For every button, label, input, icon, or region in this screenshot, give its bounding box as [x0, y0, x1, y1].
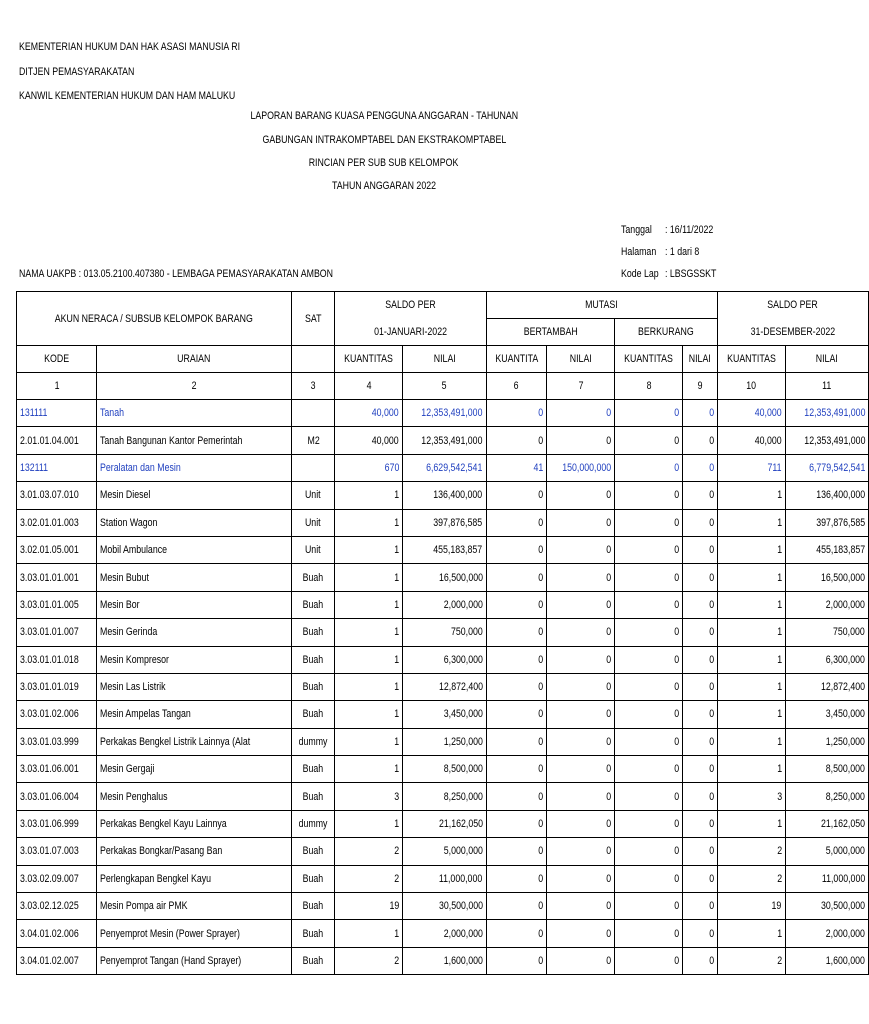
cell-kode: 3.03.01.02.006	[17, 701, 97, 728]
cell-sat	[292, 400, 335, 427]
cell-nilai-bertambah: 0	[547, 646, 615, 673]
cell-nilai-bertambah: 0	[547, 536, 615, 563]
cell-nilai-bertambah: 0	[547, 947, 615, 974]
cell-sat: Buah	[292, 646, 335, 673]
cell-kuantitas-awal: 19	[335, 893, 403, 920]
table-row	[17, 701, 869, 728]
cell-kuantita-bertambah: 0	[486, 728, 547, 755]
cell-kuantitas-berkurang: 0	[615, 454, 683, 481]
cell-kuantitas-akhir: 19	[717, 893, 785, 920]
cell-kuantitas-awal: 2	[335, 838, 403, 865]
cell-kode: 132111	[17, 454, 97, 481]
cell-nilai-bertambah: 0	[547, 810, 615, 837]
cell-nilai-akhir: 16,500,000	[785, 564, 868, 591]
cell-nilai-awal: 12,872,400	[403, 673, 486, 700]
cell-kode: 131111	[17, 400, 97, 427]
cell-nilai-berkurang: 0	[683, 947, 718, 974]
col-head-sat: SAT	[292, 292, 335, 346]
cell-kuantita-bertambah: 0	[486, 838, 547, 865]
cell-nilai-bertambah: 0	[547, 673, 615, 700]
cell-nilai-awal: 5,000,000	[403, 838, 486, 865]
cell-uraian: Tanah	[97, 400, 292, 427]
cell-kuantitas-awal: 1	[335, 509, 403, 536]
cell-nilai-berkurang: 0	[683, 454, 718, 481]
col-head-uraian: URAIAN	[97, 346, 292, 373]
cell-nilai-berkurang: 0	[683, 536, 718, 563]
cell-nilai-berkurang: 0	[683, 509, 718, 536]
cell-kuantitas-awal: 2	[335, 865, 403, 892]
col-head-saldo-akhir-date: 31-DESEMBER-2022	[717, 319, 868, 346]
col-head-nilai-bertambah: NILAI	[547, 346, 615, 373]
cell-uraian: Mesin Bor	[97, 591, 292, 618]
cell-kode: 3.03.01.01.007	[17, 619, 97, 646]
cell-kuantitas-akhir: 2	[717, 838, 785, 865]
cell-kode: 3.03.01.06.999	[17, 810, 97, 837]
cell-kode: 3.01.03.07.010	[17, 482, 97, 509]
cell-kuantitas-berkurang: 0	[615, 838, 683, 865]
cell-nilai-bertambah: 0	[547, 756, 615, 783]
cell-nilai-berkurang: 0	[683, 728, 718, 755]
cell-sat: Buah	[292, 564, 335, 591]
table-row	[17, 838, 869, 865]
cell-kuantitas-berkurang: 0	[615, 783, 683, 810]
cell-nilai-bertambah: 0	[547, 564, 615, 591]
column-number: 3	[292, 373, 335, 400]
cell-kuantitas-awal: 3	[335, 783, 403, 810]
cell-nilai-awal: 136,400,000	[403, 482, 486, 509]
cell-kuantita-bertambah: 0	[486, 865, 547, 892]
table-row	[17, 646, 869, 673]
cell-kuantita-bertambah: 0	[486, 482, 547, 509]
table-row	[17, 673, 869, 700]
cell-nilai-berkurang: 0	[683, 893, 718, 920]
cell-nilai-akhir: 8,500,000	[785, 756, 868, 783]
cell-kuantitas-akhir: 3	[717, 783, 785, 810]
header-row-1	[17, 292, 869, 319]
cell-kuantitas-awal: 40,000	[335, 427, 403, 454]
cell-kode: 3.04.01.02.007	[17, 947, 97, 974]
cell-uraian: Perkakas Bongkar/Pasang Ban	[97, 838, 292, 865]
cell-kuantitas-berkurang: 0	[615, 756, 683, 783]
cell-kuantitas-awal: 1	[335, 920, 403, 947]
table-row	[17, 482, 869, 509]
cell-uraian: Mesin Las Listrik	[97, 673, 292, 700]
meta-page: Halaman : 1 dari 8	[621, 246, 700, 258]
cell-kuantita-bertambah: 0	[486, 756, 547, 783]
cell-nilai-bertambah: 0	[547, 701, 615, 728]
report-title: LAPORAN BARANG KUASA PENGGUNA ANGGARAN - TAHUNAN	[250, 110, 518, 122]
table-row	[17, 564, 869, 591]
cell-kuantitas-berkurang: 0	[615, 619, 683, 646]
cell-nilai-bertambah: 0	[547, 591, 615, 618]
col-head-kuantitas-berkurang: KUANTITAS	[615, 346, 683, 373]
cell-sat: Buah	[292, 947, 335, 974]
cell-uraian: Mesin Penghalus	[97, 783, 292, 810]
cell-uraian: Mesin Ampelas Tangan	[97, 701, 292, 728]
cell-nilai-awal: 8,250,000	[403, 783, 486, 810]
cell-kode: 3.02.01.05.001	[17, 536, 97, 563]
cell-kuantitas-awal: 1	[335, 810, 403, 837]
cell-kuantitas-berkurang: 0	[615, 810, 683, 837]
cell-uraian: Mobil Ambulance	[97, 536, 292, 563]
col-head-kuantitas-awal: KUANTITAS	[335, 346, 403, 373]
cell-nilai-awal: 12,353,491,000	[403, 400, 486, 427]
cell-kuantitas-berkurang: 0	[615, 673, 683, 700]
cell-kuantita-bertambah: 0	[486, 400, 547, 427]
cell-kode: 3.03.01.07.003	[17, 838, 97, 865]
table-row	[17, 509, 869, 536]
cell-nilai-awal: 11,000,000	[403, 865, 486, 892]
cell-nilai-berkurang: 0	[683, 619, 718, 646]
cell-nilai-akhir: 136,400,000	[785, 482, 868, 509]
cell-nilai-berkurang: 0	[683, 591, 718, 618]
cell-kuantitas-berkurang: 0	[615, 920, 683, 947]
cell-nilai-akhir: 750,000	[785, 619, 868, 646]
cell-nilai-bertambah: 0	[547, 509, 615, 536]
column-number: 9	[683, 373, 718, 400]
cell-kuantita-bertambah: 0	[486, 783, 547, 810]
cell-kuantitas-berkurang: 0	[615, 728, 683, 755]
cell-kode: 3.03.01.06.004	[17, 783, 97, 810]
cell-kuantita-bertambah: 0	[486, 810, 547, 837]
cell-kuantitas-berkurang: 0	[615, 893, 683, 920]
cell-kuantitas-awal: 1	[335, 591, 403, 618]
meta-report-code: Kode Lap : LBSGSSKT	[621, 268, 717, 280]
cell-nilai-bertambah: 0	[547, 920, 615, 947]
table-row	[17, 810, 869, 837]
org-line-regional-office: KANWIL KEMENTERIAN HUKUM DAN HAM MALUKU	[19, 90, 236, 102]
org-line-ministry: KEMENTERIAN HUKUM DAN HAK ASASI MANUSIA RI	[19, 41, 241, 53]
col-head-kode: KODE	[17, 346, 97, 373]
cell-nilai-bertambah: 0	[547, 865, 615, 892]
cell-sat: Buah	[292, 893, 335, 920]
cell-nilai-berkurang: 0	[683, 673, 718, 700]
cell-nilai-bertambah: 0	[547, 728, 615, 755]
table-row	[17, 783, 869, 810]
col-head-empty	[292, 346, 335, 373]
org-line-directorate: DITJEN PEMASYARAKATAN	[19, 66, 135, 78]
cell-nilai-berkurang: 0	[683, 646, 718, 673]
cell-kode: 3.03.01.01.018	[17, 646, 97, 673]
cell-nilai-bertambah: 0	[547, 838, 615, 865]
cell-kuantitas-awal: 1	[335, 482, 403, 509]
table-row	[17, 427, 869, 454]
header-row-3	[17, 346, 869, 373]
cell-kuantitas-berkurang: 0	[615, 591, 683, 618]
cell-kuantitas-akhir: 1	[717, 564, 785, 591]
cell-sat: Buah	[292, 865, 335, 892]
col-head-kuantitas-akhir: KUANTITAS	[717, 346, 785, 373]
cell-kuantita-bertambah: 0	[486, 619, 547, 646]
cell-kuantitas-awal: 1	[335, 673, 403, 700]
cell-sat: Buah	[292, 673, 335, 700]
cell-sat: Buah	[292, 591, 335, 618]
cell-nilai-berkurang: 0	[683, 838, 718, 865]
cell-sat: Buah	[292, 756, 335, 783]
cell-kuantita-bertambah: 0	[486, 673, 547, 700]
cell-uraian: Penyemprot Tangan (Hand Sprayer)	[97, 947, 292, 974]
cell-nilai-akhir: 1,600,000	[785, 947, 868, 974]
cell-kuantitas-akhir: 2	[717, 865, 785, 892]
cell-kuantitas-berkurang: 0	[615, 564, 683, 591]
cell-sat: Buah	[292, 783, 335, 810]
cell-sat: dummy	[292, 728, 335, 755]
cell-nilai-awal: 455,183,857	[403, 536, 486, 563]
cell-kuantita-bertambah: 0	[486, 591, 547, 618]
col-head-nilai-berkurang: NILAI	[683, 346, 718, 373]
cell-kuantitas-awal: 2	[335, 947, 403, 974]
cell-nilai-awal: 6,300,000	[403, 646, 486, 673]
cell-kuantitas-akhir: 1	[717, 920, 785, 947]
cell-nilai-bertambah: 0	[547, 783, 615, 810]
cell-nilai-akhir: 1,250,000	[785, 728, 868, 755]
cell-nilai-berkurang: 0	[683, 427, 718, 454]
cell-nilai-bertambah: 0	[547, 619, 615, 646]
cell-kode: 3.03.01.03.999	[17, 728, 97, 755]
cell-kuantitas-akhir: 1	[717, 509, 785, 536]
report-subtitle-2: RINCIAN PER SUB SUB KELOMPOK	[309, 157, 459, 169]
cell-nilai-akhir: 397,876,585	[785, 509, 868, 536]
col-head-saldo-awal-date: 01-JANUARI-2022	[335, 319, 486, 346]
cell-uraian: Mesin Diesel	[97, 482, 292, 509]
col-head-nilai-awal: NILAI	[403, 346, 486, 373]
cell-uraian: Tanah Bangunan Kantor Pemerintah	[97, 427, 292, 454]
cell-nilai-awal: 397,876,585	[403, 509, 486, 536]
cell-kode: 3.03.02.09.007	[17, 865, 97, 892]
table-row	[17, 591, 869, 618]
cell-sat: Buah	[292, 920, 335, 947]
col-head-berkurang: BERKURANG	[615, 319, 717, 346]
report-table	[16, 291, 869, 975]
cell-kuantitas-awal: 1	[335, 564, 403, 591]
table-row	[17, 893, 869, 920]
cell-nilai-awal: 12,353,491,000	[403, 427, 486, 454]
cell-nilai-awal: 21,162,050	[403, 810, 486, 837]
cell-kuantitas-awal: 1	[335, 728, 403, 755]
cell-kuantitas-akhir: 711	[717, 454, 785, 481]
cell-kuantitas-akhir: 1	[717, 482, 785, 509]
cell-kuantitas-akhir: 1	[717, 591, 785, 618]
cell-nilai-bertambah: 0	[547, 482, 615, 509]
cell-nilai-awal: 8,500,000	[403, 756, 486, 783]
cell-nilai-akhir: 5,000,000	[785, 838, 868, 865]
cell-kuantitas-awal: 1	[335, 536, 403, 563]
cell-sat	[292, 454, 335, 481]
cell-kuantitas-akhir: 40,000	[717, 400, 785, 427]
cell-kode: 3.03.01.01.005	[17, 591, 97, 618]
group-row	[17, 454, 869, 481]
cell-kuantitas-berkurang: 0	[615, 865, 683, 892]
cell-nilai-awal: 16,500,000	[403, 564, 486, 591]
cell-kuantitas-berkurang: 0	[615, 509, 683, 536]
cell-kuantita-bertambah: 0	[486, 920, 547, 947]
cell-kuantitas-akhir: 1	[717, 728, 785, 755]
cell-kuantitas-akhir: 1	[717, 673, 785, 700]
column-number: 1	[17, 373, 97, 400]
table-row	[17, 619, 869, 646]
cell-kuantita-bertambah: 0	[486, 947, 547, 974]
cell-nilai-akhir: 2,000,000	[785, 591, 868, 618]
cell-nilai-akhir: 12,353,491,000	[785, 400, 868, 427]
cell-nilai-akhir: 6,779,542,541	[785, 454, 868, 481]
column-number: 2	[97, 373, 292, 400]
cell-nilai-berkurang: 0	[683, 701, 718, 728]
report-subtitle-1: GABUNGAN INTRAKOMPTABEL DAN EKSTRAKOMPTABEL	[262, 134, 506, 146]
cell-sat: Buah	[292, 701, 335, 728]
cell-kuantita-bertambah: 0	[486, 427, 547, 454]
cell-nilai-bertambah: 0	[547, 893, 615, 920]
cell-uraian: Penyemprot Mesin (Power Sprayer)	[97, 920, 292, 947]
cell-kode: 3.04.01.02.006	[17, 920, 97, 947]
cell-kuantitas-berkurang: 0	[615, 482, 683, 509]
cell-nilai-akhir: 2,000,000	[785, 920, 868, 947]
col-head-akun: AKUN NERACA / SUBSUB KELOMPOK BARANG	[17, 292, 292, 346]
cell-kuantitas-berkurang: 0	[615, 947, 683, 974]
cell-nilai-awal: 30,500,000	[403, 893, 486, 920]
cell-kuantita-bertambah: 0	[486, 701, 547, 728]
cell-uraian: Perkakas Bengkel Listrik Lainnya (Alat	[97, 728, 292, 755]
col-head-mutasi: MUTASI	[486, 292, 717, 319]
cell-nilai-akhir: 30,500,000	[785, 893, 868, 920]
meta-date: Tanggal : 16/11/2022	[621, 224, 714, 236]
cell-kuantita-bertambah: 0	[486, 509, 547, 536]
cell-kuantitas-akhir: 1	[717, 619, 785, 646]
column-number: 4	[335, 373, 403, 400]
cell-uraian: Station Wagon	[97, 509, 292, 536]
cell-nilai-awal: 2,000,000	[403, 920, 486, 947]
cell-nilai-akhir: 12,353,491,000	[785, 427, 868, 454]
cell-nilai-awal: 6,629,542,541	[403, 454, 486, 481]
table-row	[17, 947, 869, 974]
cell-nilai-berkurang: 0	[683, 400, 718, 427]
cell-nilai-awal: 3,450,000	[403, 701, 486, 728]
cell-nilai-akhir: 3,450,000	[785, 701, 868, 728]
cell-kuantitas-akhir: 1	[717, 536, 785, 563]
cell-nilai-berkurang: 0	[683, 482, 718, 509]
cell-uraian: Peralatan dan Mesin	[97, 454, 292, 481]
cell-kode: 3.03.01.06.001	[17, 756, 97, 783]
col-head-nilai-akhir: NILAI	[785, 346, 868, 373]
cell-uraian: Perkakas Bengkel Kayu Lainnya	[97, 810, 292, 837]
cell-nilai-awal: 750,000	[403, 619, 486, 646]
cell-kode: 3.02.01.01.003	[17, 509, 97, 536]
cell-nilai-akhir: 8,250,000	[785, 783, 868, 810]
col-head-bertambah: BERTAMBAH	[486, 319, 615, 346]
cell-uraian: Mesin Gerinda	[97, 619, 292, 646]
cell-kuantitas-akhir: 1	[717, 756, 785, 783]
cell-nilai-berkurang: 0	[683, 810, 718, 837]
table-row	[17, 536, 869, 563]
cell-nilai-bertambah: 0	[547, 427, 615, 454]
col-head-saldo-awal: SALDO PER	[335, 292, 486, 319]
table-row	[17, 865, 869, 892]
cell-uraian: Mesin Gergaji	[97, 756, 292, 783]
cell-kode: 3.03.02.12.025	[17, 893, 97, 920]
table-row	[17, 728, 869, 755]
cell-nilai-berkurang: 0	[683, 783, 718, 810]
cell-kuantitas-awal: 1	[335, 646, 403, 673]
cell-nilai-awal: 2,000,000	[403, 591, 486, 618]
column-number-row	[17, 373, 869, 400]
cell-uraian: Mesin Kompresor	[97, 646, 292, 673]
column-number: 11	[785, 373, 868, 400]
cell-kode: 3.03.01.01.001	[17, 564, 97, 591]
cell-sat: Buah	[292, 619, 335, 646]
uakpb-name: NAMA UAKPB : 013.05.2100.407380 - LEMBAGA PEMASYARAKATAN AMBON	[19, 268, 334, 280]
cell-nilai-akhir: 21,162,050	[785, 810, 868, 837]
cell-sat: Unit	[292, 509, 335, 536]
cell-uraian: Mesin Pompa air PMK	[97, 893, 292, 920]
cell-kuantitas-awal: 1	[335, 701, 403, 728]
cell-kuantitas-berkurang: 0	[615, 536, 683, 563]
cell-sat: Unit	[292, 536, 335, 563]
cell-sat: Unit	[292, 482, 335, 509]
cell-nilai-awal: 1,600,000	[403, 947, 486, 974]
cell-sat: Buah	[292, 838, 335, 865]
cell-nilai-bertambah: 150,000,000	[547, 454, 615, 481]
column-number: 7	[547, 373, 615, 400]
cell-kuantitas-akhir: 2	[717, 947, 785, 974]
cell-kode: 2.01.01.04.001	[17, 427, 97, 454]
cell-kuantitas-awal: 40,000	[335, 400, 403, 427]
cell-nilai-akhir: 12,872,400	[785, 673, 868, 700]
cell-nilai-akhir: 6,300,000	[785, 646, 868, 673]
table-row	[17, 756, 869, 783]
cell-nilai-akhir: 455,183,857	[785, 536, 868, 563]
cell-nilai-berkurang: 0	[683, 756, 718, 783]
cell-kuantitas-berkurang: 0	[615, 400, 683, 427]
cell-nilai-akhir: 11,000,000	[785, 865, 868, 892]
cell-nilai-berkurang: 0	[683, 564, 718, 591]
cell-kuantitas-akhir: 1	[717, 646, 785, 673]
col-head-saldo-akhir: SALDO PER	[717, 292, 868, 319]
cell-kuantita-bertambah: 0	[486, 893, 547, 920]
cell-kuantitas-awal: 1	[335, 756, 403, 783]
cell-kuantita-bertambah: 0	[486, 536, 547, 563]
col-head-kuantita-bertambah: KUANTITA	[486, 346, 547, 373]
table-row	[17, 920, 869, 947]
cell-kuantitas-berkurang: 0	[615, 646, 683, 673]
cell-kode: 3.03.01.01.019	[17, 673, 97, 700]
cell-kuantitas-awal: 670	[335, 454, 403, 481]
cell-kuantitas-berkurang: 0	[615, 427, 683, 454]
cell-nilai-awal: 1,250,000	[403, 728, 486, 755]
cell-kuantita-bertambah: 0	[486, 646, 547, 673]
cell-kuantitas-berkurang: 0	[615, 701, 683, 728]
group-row	[17, 400, 869, 427]
cell-kuantitas-awal: 1	[335, 619, 403, 646]
cell-kuantita-bertambah: 41	[486, 454, 547, 481]
column-number: 5	[403, 373, 486, 400]
cell-sat: dummy	[292, 810, 335, 837]
column-number: 8	[615, 373, 683, 400]
cell-nilai-berkurang: 0	[683, 920, 718, 947]
report-year: TAHUN ANGGARAN 2022	[331, 180, 436, 192]
cell-kuantitas-akhir: 40,000	[717, 427, 785, 454]
cell-sat: M2	[292, 427, 335, 454]
cell-nilai-bertambah: 0	[547, 400, 615, 427]
column-number: 10	[717, 373, 785, 400]
cell-kuantitas-akhir: 1	[717, 701, 785, 728]
cell-uraian: Perlengkapan Bengkel Kayu	[97, 865, 292, 892]
cell-kuantita-bertambah: 0	[486, 564, 547, 591]
column-number: 6	[486, 373, 547, 400]
cell-kuantitas-akhir: 1	[717, 810, 785, 837]
cell-nilai-berkurang: 0	[683, 865, 718, 892]
cell-uraian: Mesin Bubut	[97, 564, 292, 591]
